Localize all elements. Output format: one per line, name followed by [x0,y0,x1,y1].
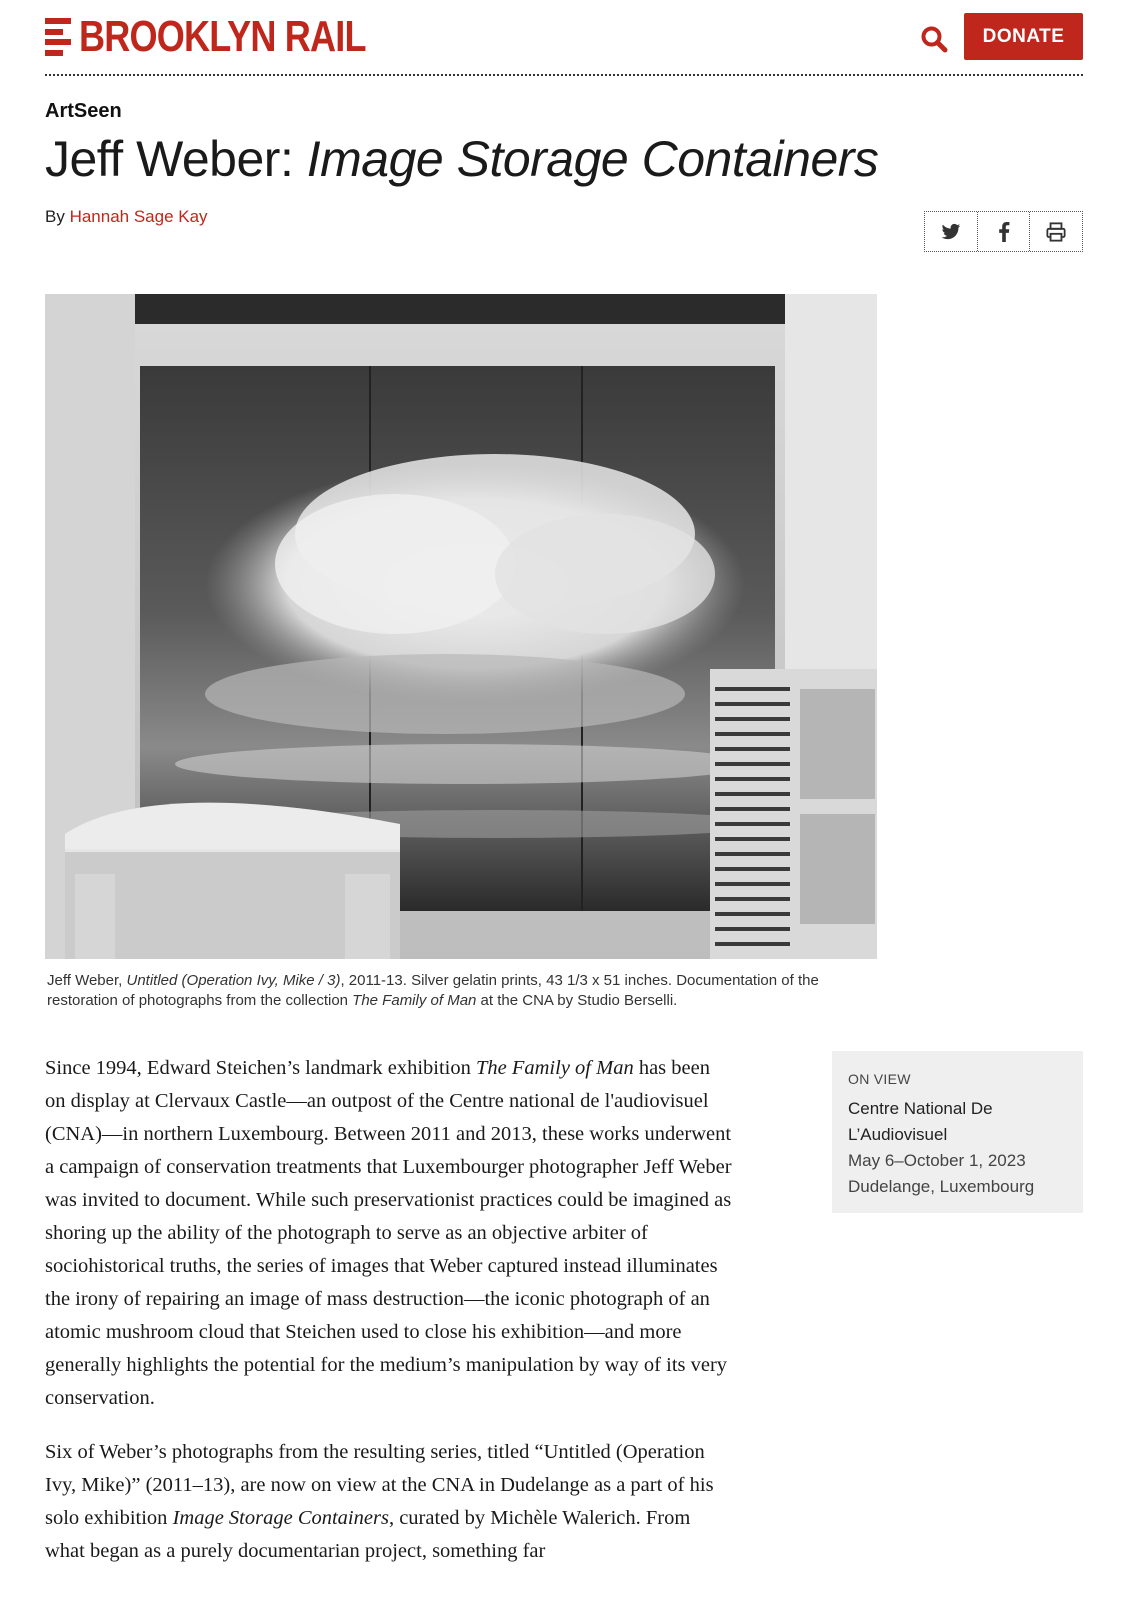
site-logo[interactable] [45,14,429,60]
paragraph-1: Since 1994, Edward Steichen’s landmark exhibition The Family of Man has been on display at Clervaux Castle—an outpost of the Centre national de l'audiovisuel (CNA)—in northern Luxembourg. Between 2011 and 2013, these works underwent a campaign of conservation treatments that Luxembourger photographer Jeff Weber was invited to document. While such preservationist practices could be imagined as shoring up the ability of the photograph to serve as an objective arbiter of sociohistorical truths, the series of images that Weber captured instead illuminates the irony of repairing an image of mass destruction—the iconic photograph of an atomic mushroom cloud that Steichen used to close his exhibition—and more generally highlights the potential for the medium’s manipulation by way of its very conservation. [45,1057,732,1409]
twitter-share-button[interactable] [925,212,978,251]
byline: By Hannah Sage Kay [45,207,208,226]
artwork-image [45,294,877,959]
print-icon [1046,222,1066,242]
site-header [45,0,1083,76]
article-title: Jeff Weber: Image Storage Containers [45,131,879,187]
logo-the-mark [45,18,71,56]
article-body [45,1052,735,1589]
author-link[interactable]: Hannah Sage Kay [69,207,208,226]
twitter-icon [941,223,961,241]
facebook-share-button[interactable] [978,212,1031,251]
artwork-photo [45,294,877,959]
search-button[interactable] [915,20,953,58]
exhibition-location: Dudelange, Luxembourg [848,1177,1035,1196]
share-bar [924,211,1083,252]
logo-text: BROOKLYN RAIL [79,12,366,61]
exhibition-dates: May 6–October 1, 2023 [848,1151,1026,1170]
donate-button[interactable]: DONATE [964,13,1083,60]
on-view-box [832,1051,1083,1213]
on-view-label: ON VIEW [848,1071,911,1087]
print-button[interactable] [1030,212,1082,251]
search-icon [920,25,948,53]
section-label[interactable]: ArtSeen [45,100,122,122]
venue-name-line1: Centre National De [848,1099,993,1118]
paragraph-2: Six of Weber’s photographs from the resulting series, titled “Untitled (Operation Ivy, Mike)” (2011–13), are now on view at the CNA in Dudelange as a part of his solo exhibition Image Storage Containers, curated by Michèle Walerich. From what began as a purely documentarian project, something far [45,1441,714,1562]
venue-name-line2: L’Audiovisuel [848,1125,948,1144]
figure-caption: Jeff Weber, Untitled (Operation Ivy, Mike / 3), 2011-13. Silver gelatin prints, 43 1/3 x 51 inches. Documentation of the restoration of photographs from the collection The Family of Man at the CNA by Studio Berselli. [47,972,819,1009]
facebook-icon [998,222,1010,242]
